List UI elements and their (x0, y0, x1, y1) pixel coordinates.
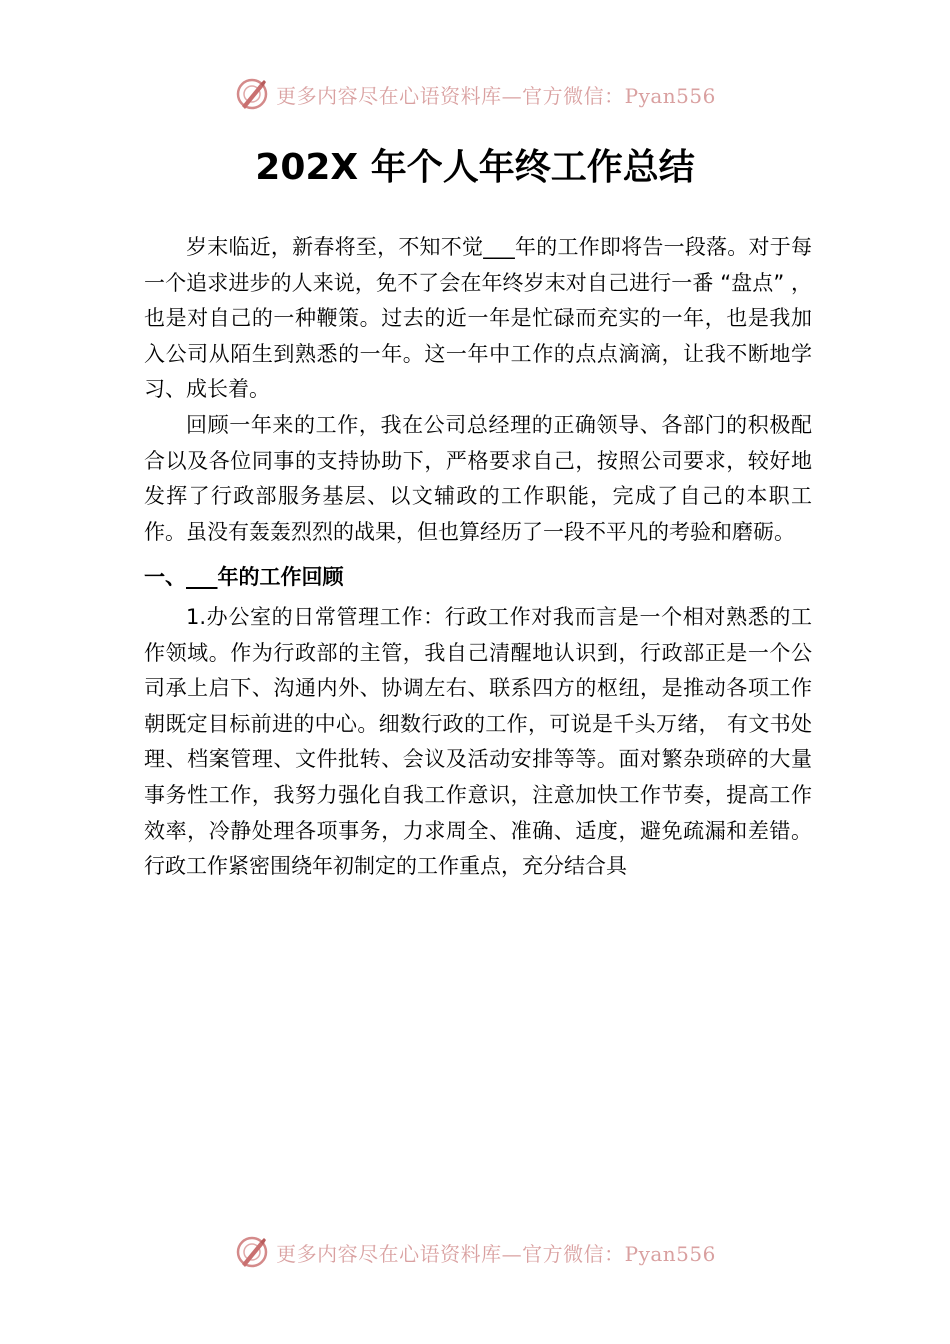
watermark-header (0, 72, 950, 116)
paragraph: 回顾一年来的工作，我在公司总经理的正确领导、各部门的积极配合以及各位同事的支持协助下，严格要求自己，按照公司要求，较好地发挥了行政部服务基层、以文辅政的工作职能，完成了自己的本职工作。虽没有轰轰烈烈的战果，但也算经历了一段不平凡的考验和磨砺。 (144, 412, 812, 544)
paragraph: 岁末临近，新春将至，不知不觉___年的工作即将告一段落。对于每一个追求进步的人来说，免不了会在年终岁末对自己进行一番 “盘点” ，也是对自己的一种鞭策。过去的近一年是忙碌而充实的一年，也是我加入公司从陌生到熟悉的一年。这一年中工作的点点滴滴，让我不断地学习、成长着。 (144, 235, 812, 402)
watermark-footer (0, 1230, 950, 1274)
paragraph: 1.办公室的日常管理工作：行政工作对我而言是一个相对熟悉的工作领域。作为行政部的主管，我自己清醒地认识到，行政部正是一个公司承上启下、沟通内外、协调左右、联系四方的枢纽，是推动各项工作朝既定目标前进的中心。细数行政的工作，可说是千头万绪， 有文书处理、档案管理、文件批转、会议及活动安排等等。面对繁杂琐碎的大量事务性工作，我努力强化自我工作意识，注意加快工作节奏，提高工作效率，冷静处理各项事务，力求周全、准确、适度，避免疏漏和差错。行政工作紧密围绕年初制定的工作重点，充分结合具 (144, 604, 812, 879)
watermark-text: 更多内容尽在心语资料库—官方微信：Pyan556 (276, 83, 716, 108)
section-heading: 一、___年的工作回顾 (144, 565, 344, 590)
watermark-text: 更多内容尽在心语资料库—官方微信：Pyan556 (276, 1241, 716, 1266)
pen-circle-logo-icon (234, 1234, 270, 1270)
document-body (144, 230, 812, 885)
document-title: 202X 年个人年终工作总结 (255, 147, 695, 188)
pen-circle-logo-icon (234, 76, 270, 112)
